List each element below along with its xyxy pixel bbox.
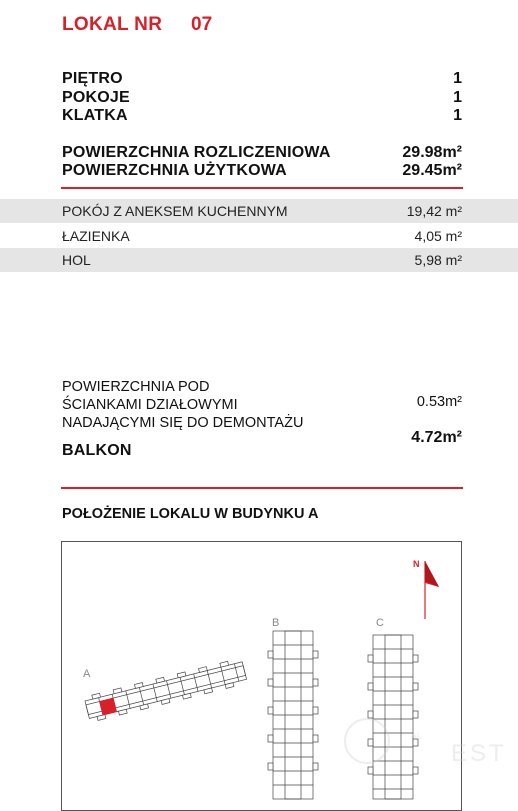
spec-label-staircase: KLATKA <box>62 107 128 124</box>
building-c <box>368 635 418 799</box>
north-arrow-icon <box>425 561 439 619</box>
spec-value-rooms: 1 <box>453 89 462 106</box>
building-label-a: A <box>83 668 91 680</box>
unit-number: 07 <box>191 14 213 35</box>
room-area: 4,05 m² <box>414 228 462 244</box>
room-area: 19,42 m² <box>406 203 462 219</box>
room-row <box>0 224 518 248</box>
building-label-b: B <box>272 617 280 629</box>
divider-red <box>61 487 463 489</box>
spec-label-rooms: POKOJE <box>62 89 130 106</box>
site-plan-drawing <box>61 541 507 799</box>
building-b <box>268 631 318 799</box>
room-label: HOL <box>62 252 91 268</box>
building-a <box>84 658 247 722</box>
north-label: N <box>413 559 420 569</box>
highlighted-unit <box>100 698 117 715</box>
area-label-billing: POWIERZCHNIA ROZLICZENIOWA <box>62 144 331 161</box>
balcony-label: BALKON <box>62 442 132 459</box>
partition-label-3: NADAJĄCYMI SIĘ DO DEMONTAŻU <box>62 415 304 431</box>
partition-label-2: ŚCIANKAMI DZIAŁOWYMI <box>62 397 238 413</box>
page-title: LOKAL NR <box>62 14 163 35</box>
svg-text:EST: EST <box>451 740 507 767</box>
room-row <box>0 248 518 272</box>
area-value-billing: 29.98m² <box>402 144 462 161</box>
area-label-usable: POWIERZCHNIA UŻYTKOWA <box>62 162 287 179</box>
balcony-value: 4.72m² <box>411 429 462 446</box>
area-value-usable: 29.45m² <box>402 162 462 179</box>
partition-value: 0.53m² <box>416 394 462 410</box>
partition-label-1: POWIERZCHNIA POD <box>62 379 210 395</box>
location-heading: POŁOŻENIE LOKALU W BUDYNKU A <box>62 506 319 522</box>
svg-text:AL: AL <box>411 731 423 741</box>
room-row <box>0 199 518 223</box>
room-label: POKÓJ Z ANEKSEM KUCHENNYM <box>62 203 288 219</box>
spec-label-floor: PIĘTRO <box>62 70 123 87</box>
room-area: 5,98 m² <box>414 252 462 268</box>
spec-value-floor: 1 <box>453 70 462 87</box>
building-label-c: C <box>376 617 384 629</box>
spec-value-staircase: 1 <box>453 107 462 124</box>
divider-red <box>61 187 463 189</box>
room-label: ŁAZIENKA <box>62 228 130 244</box>
